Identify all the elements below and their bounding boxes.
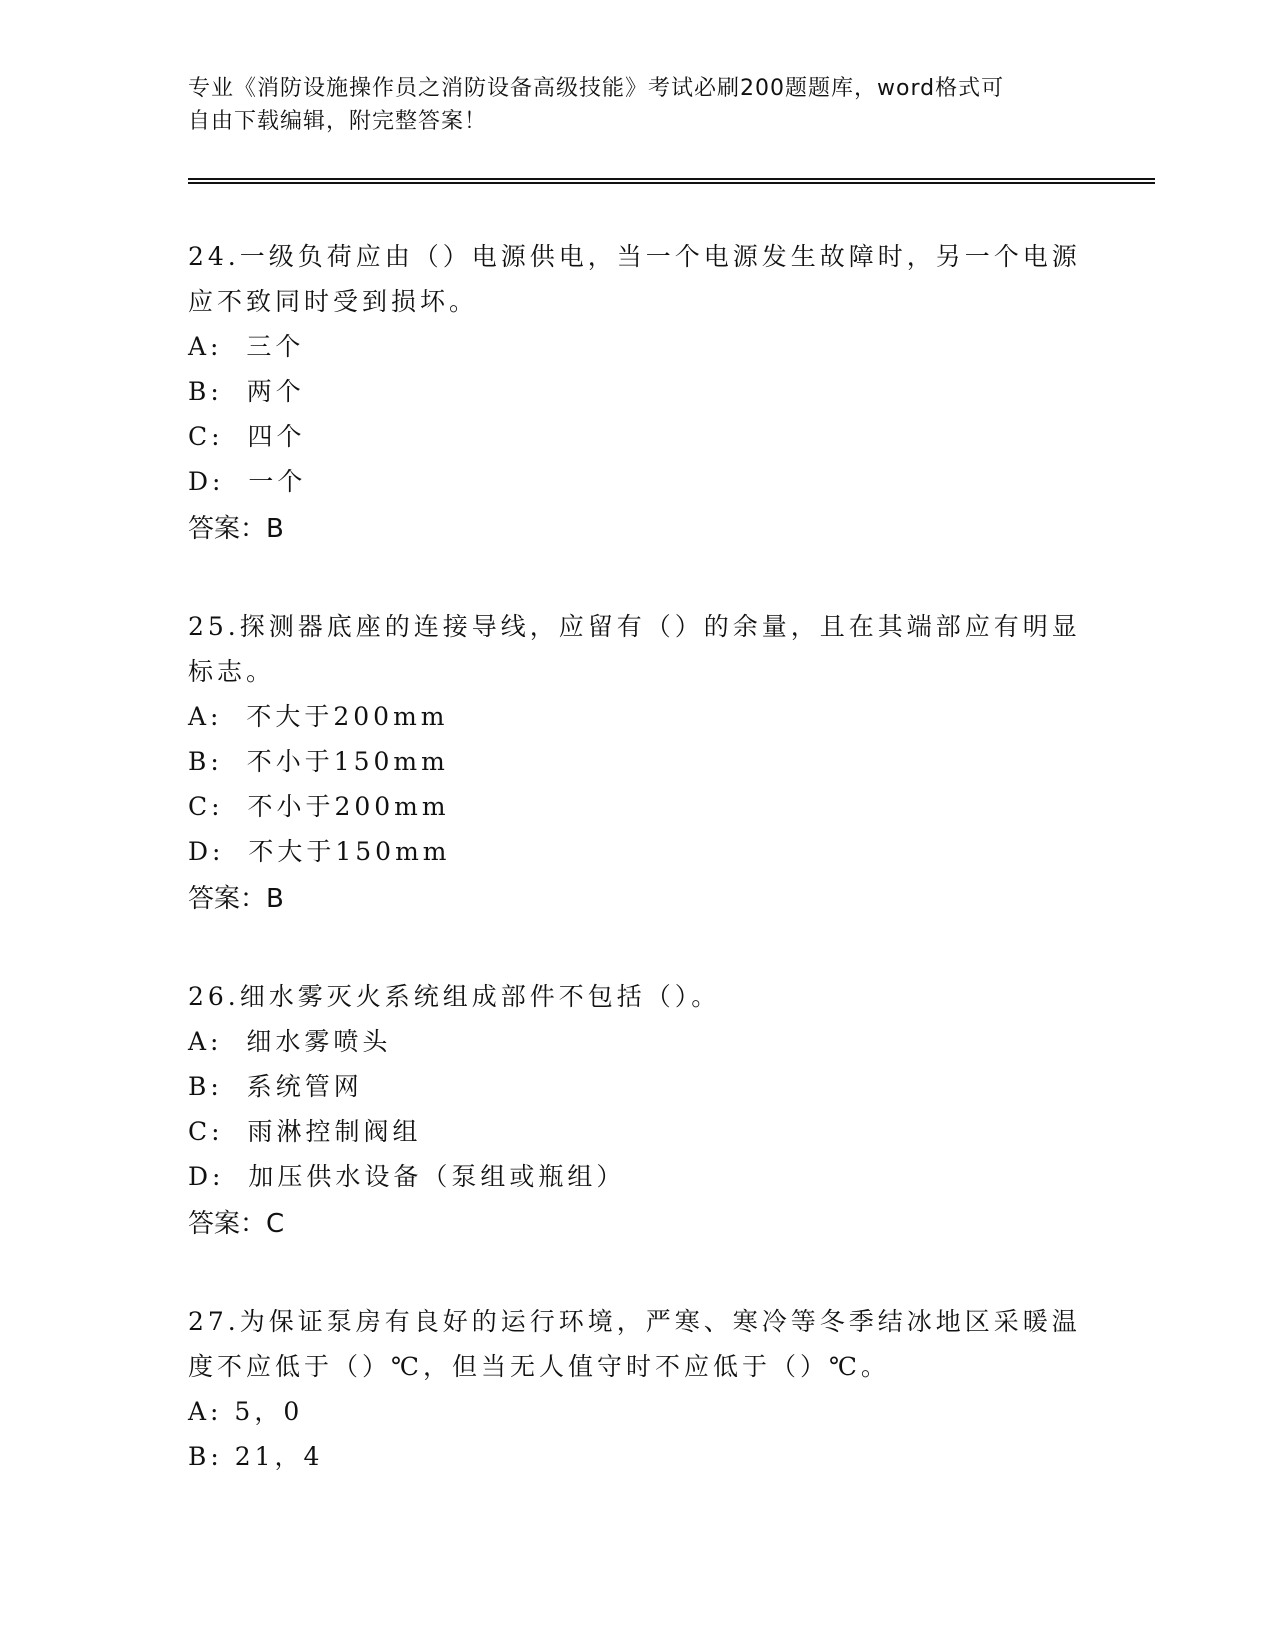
- question-text: [188, 604, 1088, 694]
- question-text: [188, 234, 1088, 324]
- option-d: D: 不大于150mm: [188, 837, 451, 866]
- answer: 答案：C: [188, 1209, 285, 1239]
- option-b: B: 两个: [188, 377, 305, 406]
- option-c: C: 四个: [188, 422, 306, 451]
- question-list: [188, 234, 1088, 1531]
- question-27: [188, 1299, 1088, 1479]
- answer: 答案：B: [188, 884, 284, 914]
- option-c: C: 雨淋控制阀组: [188, 1117, 422, 1146]
- question-line: 25.探测器底座的连接导线，应留有（）的余量，且在其端部应有明显: [188, 612, 1081, 641]
- option-a: A: 三个: [188, 332, 305, 361]
- header-line: 专业《消防设施操作员之消防设备高级技能》考试必刷200题题库，word格式可: [188, 76, 1005, 101]
- question-line: 度不应低于（）℃，但当无人值守时不应低于（）℃。: [188, 1352, 890, 1381]
- question-line: 26.细水雾灭火系统组成部件不包括（）。: [188, 982, 721, 1011]
- option-d: D: 加压供水设备（泵组或瓶组）: [188, 1162, 626, 1191]
- question-text: [188, 974, 1088, 1019]
- question-line: 标志。: [188, 657, 276, 686]
- option-c: C: 不小于200mm: [188, 792, 450, 821]
- option-a: A: 5，0: [188, 1397, 304, 1426]
- option-b: B: 21，4: [188, 1442, 324, 1471]
- question-line: 27.为保证泵房有良好的运行环境，严寒、寒冷等冬季结冰地区采暖温: [188, 1307, 1081, 1336]
- option-b: B: 不小于150mm: [188, 747, 449, 776]
- header-divider: [188, 178, 1155, 184]
- option-b: B: 系统管网: [188, 1072, 363, 1101]
- question-text: [188, 1299, 1088, 1389]
- header-line: 自由下载编辑，附完整答案！: [188, 109, 488, 134]
- question-line: 应不致同时受到损坏。: [188, 287, 479, 316]
- document-header: [188, 72, 1088, 138]
- question-26: [188, 974, 1088, 1247]
- question-25: [188, 604, 1088, 922]
- answer: 答案：B: [188, 514, 284, 544]
- question-line: 24.一级负荷应由（）电源供电，当一个电源发生故障时，另一个电源: [188, 242, 1081, 271]
- option-a: A: 不大于200mm: [188, 702, 449, 731]
- option-d: D: 一个: [188, 467, 307, 496]
- question-24: [188, 234, 1088, 552]
- option-a: A: 细水雾喷头: [188, 1027, 392, 1056]
